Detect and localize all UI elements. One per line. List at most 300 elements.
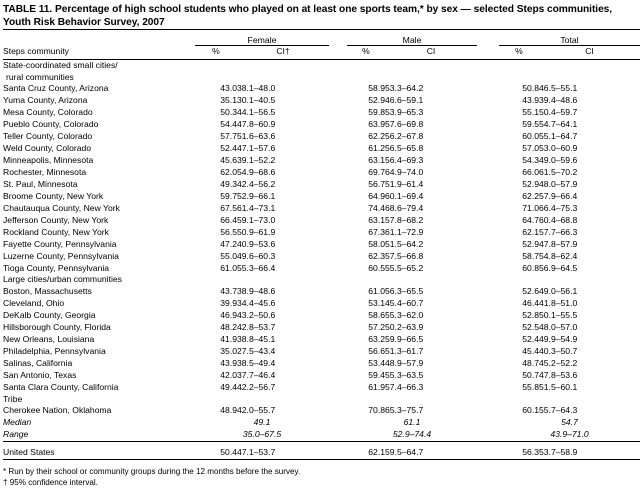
section-heading [3, 60, 640, 83]
cell-female-ci: 51.6–63.6 [237, 131, 276, 142]
us-gap-2 [477, 446, 499, 459]
subheader-gap-1 [329, 46, 347, 57]
cell-female-pct: 54.4 [220, 119, 237, 130]
united-states-male-ci: 59.5–64.7 [385, 446, 424, 457]
row-gap-2 [477, 227, 499, 239]
cell-total-pct: 64.7 [522, 214, 539, 225]
data-table [3, 29, 640, 462]
cell-male-ci: 55.5–65.2 [385, 262, 424, 273]
cell-female-ci: 50.9–61.9 [237, 226, 276, 237]
cell-male-pct: 64.9 [368, 190, 385, 201]
table-row [3, 310, 640, 322]
row-gap-1 [329, 179, 347, 191]
cell-female-ci: 40.9–53.6 [237, 238, 276, 249]
united-states-male-pct: 62.1 [368, 446, 385, 457]
table-row [3, 405, 640, 417]
row-label: Tioga County, Pennsylvania [3, 262, 110, 273]
group-gap-1 [329, 35, 347, 46]
cell-male-ci: 64.9–74.0 [385, 166, 424, 177]
row-label: Teller County, Colorado [3, 131, 93, 142]
cell-total-ci: 61.5–70.2 [539, 166, 578, 177]
cell-female-ci: 47.8–60.9 [237, 119, 276, 130]
cell-female-pct: 48.9 [220, 405, 237, 416]
cell-female-pct: 56.5 [220, 226, 237, 237]
row-gap-2 [477, 286, 499, 298]
row-gap-2 [477, 191, 499, 203]
row-gap-2 [477, 167, 499, 179]
summary-gap-2 [477, 417, 499, 429]
row-label: New Orleans, Louisiana [3, 333, 95, 344]
row-label: Rockland County, New York [3, 226, 109, 237]
row-label: DeKalb County, Georgia [3, 309, 96, 320]
united-states-label: United States [3, 447, 55, 458]
row-gap-1 [329, 155, 347, 167]
section-heading-row [3, 394, 640, 406]
summary-female: 35.0–67.5 [242, 429, 282, 440]
summary-label: Range [3, 429, 29, 440]
row-gap-1 [329, 310, 347, 322]
column-header-female-ci: CI† [276, 46, 290, 57]
cell-total-pct: 52.4 [522, 333, 539, 344]
group-header-female: Female [195, 35, 329, 46]
cell-male-pct: 62.2 [368, 131, 385, 142]
cell-total-pct: 55.8 [522, 381, 539, 392]
column-header-steps-community: Steps community [3, 46, 69, 57]
cell-male-pct: 63.1 [368, 214, 385, 225]
row-label: Rochester, Minnesota [3, 166, 87, 177]
cell-female-ci: 38.8–45.1 [237, 333, 276, 344]
row-label: Luzerne County, Pennsylvania [3, 250, 119, 261]
cell-male-ci: 51.5–64.2 [385, 238, 424, 249]
table-row [3, 131, 640, 143]
us-gap-1 [329, 446, 347, 459]
cell-total-ci: 55.1–64.7 [539, 131, 578, 142]
row-gap-1 [329, 239, 347, 251]
cell-total-ci: 54.7–64.1 [539, 119, 578, 130]
cell-male-pct: 58.0 [368, 238, 385, 249]
row-gap-1 [329, 382, 347, 394]
cell-male-ci: 45.4–60.7 [385, 298, 424, 309]
subheader-gap-2 [477, 46, 499, 57]
row-label: Cherokee Nation, Oklahoma [3, 405, 112, 416]
cell-male-ci: 56.2–67.8 [385, 131, 424, 142]
table-row [3, 239, 640, 251]
cell-male-pct: 57.2 [368, 321, 385, 332]
footnotes [3, 466, 641, 489]
row-gap-2 [477, 322, 499, 334]
united-states-row [3, 446, 640, 459]
cell-total-pct: 48.7 [522, 357, 539, 368]
cell-total-pct: 52.9 [522, 238, 539, 249]
row-gap-2 [477, 239, 499, 251]
row-gap-1 [329, 167, 347, 179]
cell-female-pct: 66.4 [220, 214, 237, 225]
cell-total-pct: 60.1 [522, 405, 539, 416]
cell-female-ci: 38.9–48.6 [237, 286, 276, 297]
row-gap-1 [329, 322, 347, 334]
table-row [3, 358, 640, 370]
row-gap-1 [329, 358, 347, 370]
row-gap-1 [329, 298, 347, 310]
cell-female-pct: 43.0 [220, 83, 237, 94]
cell-total-ci: 57.9–66.4 [539, 190, 578, 201]
rule-cell [3, 459, 640, 463]
row-label: Jefferson County, New York [3, 214, 109, 225]
cell-female-pct: 55.0 [220, 250, 237, 261]
row-label: St. Paul, Minnesota [3, 178, 78, 189]
row-gap-1 [329, 370, 347, 382]
row-gap-1 [329, 263, 347, 275]
row-label: San Antonio, Texas [3, 369, 77, 380]
summary-row [3, 417, 640, 429]
cell-male-pct: 59.8 [368, 107, 385, 118]
cell-female-pct: 45.6 [220, 154, 237, 165]
cell-total-pct: 57.0 [522, 142, 539, 153]
cell-total-pct: 54.3 [522, 154, 539, 165]
cell-male-ci: 57.4–66.3 [385, 381, 424, 392]
cell-total-pct: 58.7 [522, 250, 539, 261]
cell-male-ci: 57.5–66.8 [385, 250, 424, 261]
column-header-male-pct: % [362, 46, 370, 57]
cell-female-pct: 48.2 [220, 321, 237, 332]
row-label: Salinas, California [3, 357, 73, 368]
row-gap-1 [329, 131, 347, 143]
section-heading-line-1: Tribe [3, 393, 23, 404]
summary-male: 52.9–74.4 [392, 429, 432, 440]
cell-female-pct: 49.4 [220, 381, 237, 392]
row-label: Cleveland, Ohio [3, 298, 65, 309]
cell-male-ci: 65.3–75.7 [385, 405, 424, 416]
cell-total-ci: 55.7–64.3 [539, 405, 578, 416]
table-row [3, 167, 640, 179]
cell-total-ci: 66.4–75.3 [539, 202, 578, 213]
cell-female-pct: 52.4 [220, 142, 237, 153]
cell-total-ci: 48.0–57.9 [539, 178, 578, 189]
cell-female-ci: 43.2–50.6 [237, 309, 276, 320]
cell-female-ci: 42.4–56.2 [237, 178, 276, 189]
page-title: TABLE 11. Percentage of high school students who played on at least one sports team,* by sex — selected Steps communities, Youth Risk Behavior Survey, 2007 [3, 4, 613, 29]
cell-total-ci: 39.4–48.6 [539, 95, 578, 106]
row-gap-1 [329, 119, 347, 131]
row-label: Mesa County, Colorado [3, 107, 93, 118]
cell-female-pct: 43.9 [220, 357, 237, 368]
cell-female-ci: 27.5–43.4 [237, 345, 276, 356]
cell-male-ci: 46.6–59.1 [385, 95, 424, 106]
row-gap-1 [329, 215, 347, 227]
section-heading [3, 274, 640, 286]
summary-row [3, 429, 640, 441]
cell-male-pct: 63.9 [368, 119, 385, 130]
cell-female-pct: 42.0 [220, 369, 237, 380]
row-gap-2 [477, 346, 499, 358]
footnote-dagger: † 95% confidence interval. [3, 478, 98, 488]
cell-total-ci: 57.7–66.3 [539, 226, 578, 237]
row-gap-2 [477, 298, 499, 310]
row-gap-2 [477, 263, 499, 275]
cell-total-ci: 51.5–60.1 [539, 381, 578, 392]
cell-female-pct: 62.0 [220, 166, 237, 177]
cell-total-pct: 43.9 [522, 95, 539, 106]
row-gap-1 [329, 227, 347, 239]
cell-female-ci: 34.4–45.6 [237, 298, 276, 309]
cell-male-pct: 62.3 [368, 250, 385, 261]
row-gap-1 [329, 286, 347, 298]
summary-gap-1 [329, 429, 347, 441]
cell-male-pct: 69.7 [368, 166, 385, 177]
section-heading-line-2: rural communities [6, 71, 74, 82]
cell-total-ci: 40.3–50.7 [539, 345, 578, 356]
row-label: Santa Clara County, California [3, 381, 119, 392]
section-heading [3, 394, 640, 406]
row-gap-1 [329, 143, 347, 155]
row-label: Pueblo County, Colorado [3, 119, 99, 130]
cell-total-ci: 47.8–53.6 [539, 369, 578, 380]
summary-label: Median [3, 417, 32, 428]
row-gap-2 [477, 131, 499, 143]
cell-female-ci: 52.9–66.1 [237, 190, 276, 201]
cell-total-ci: 60.4–68.8 [539, 214, 578, 225]
row-gap-2 [477, 251, 499, 263]
row-gap-1 [329, 203, 347, 215]
table-row [3, 191, 640, 203]
section-heading-row [3, 60, 640, 83]
table-row [3, 83, 640, 95]
cell-male-pct: 53.4 [368, 357, 385, 368]
cell-total-pct: 46.4 [522, 298, 539, 309]
row-label: Hillsborough County, Florida [3, 321, 111, 332]
row-gap-2 [477, 405, 499, 417]
cell-total-ci: 53.0–60.9 [539, 142, 578, 153]
cell-female-ci: 38.5–49.4 [237, 357, 276, 368]
table-row [3, 263, 640, 275]
cell-male-ci: 55.3–62.0 [385, 309, 424, 320]
section-heading-line-1: Large cities/urban communities [3, 274, 122, 285]
cell-total-pct: 52.9 [522, 178, 539, 189]
cell-female-pct: 67.5 [220, 202, 237, 213]
row-gap-1 [329, 191, 347, 203]
cell-female-pct: 41.9 [220, 333, 237, 344]
subheader-row [3, 46, 640, 57]
cell-total-ci: 41.8–51.0 [539, 298, 578, 309]
cell-total-ci: 49.0–56.1 [539, 286, 578, 297]
cell-male-ci: 53.3–64.2 [385, 83, 424, 94]
cell-female-ci: 49.6–60.3 [237, 250, 276, 261]
row-label: Santa Cruz County, Arizona [3, 83, 109, 94]
row-gap-1 [329, 83, 347, 95]
cell-total-ci: 54.8–62.4 [539, 250, 578, 261]
table-row [3, 95, 640, 107]
summary-gap-1 [329, 417, 347, 429]
cell-female-pct: 57.7 [220, 131, 237, 142]
row-gap-2 [477, 107, 499, 119]
united-states-total-ci: 53.7–58.9 [539, 446, 578, 457]
cell-male-ci: 68.6–79.4 [385, 202, 424, 213]
row-label: Weld County, Colorado [3, 142, 92, 153]
column-header-male-ci: CI [426, 46, 436, 57]
table-row [3, 179, 640, 191]
row-label: Chautauqua County, New York [3, 202, 120, 213]
cell-male-ci: 56.3–65.5 [385, 286, 424, 297]
cell-female-pct: 47.2 [220, 238, 237, 249]
table-row [3, 322, 640, 334]
table-row [3, 334, 640, 346]
group-header-row [3, 35, 640, 46]
row-label: Boston, Massachusetts [3, 286, 92, 297]
cell-total-ci: 47.8–57.9 [539, 238, 578, 249]
cell-female-ci: 42.8–53.7 [237, 321, 276, 332]
cell-total-ci: 50.4–59.7 [539, 107, 578, 118]
cell-male-pct: 61.2 [368, 142, 385, 153]
cell-female-pct: 49.3 [220, 178, 237, 189]
cell-male-pct: 60.5 [368, 262, 385, 273]
cell-total-pct: 55.1 [522, 107, 539, 118]
cell-male-pct: 63.1 [368, 154, 385, 165]
cell-female-ci: 54.9–68.6 [237, 166, 276, 177]
cell-male-pct: 53.1 [368, 298, 385, 309]
table-row [3, 143, 640, 155]
row-gap-2 [477, 179, 499, 191]
cell-female-ci: 59.1–73.0 [237, 214, 276, 225]
cell-male-ci: 59.9–66.5 [385, 333, 424, 344]
table-row [3, 370, 640, 382]
cell-male-ci: 57.6–69.8 [385, 119, 424, 130]
cell-male-ci: 51.9–61.4 [385, 178, 424, 189]
cell-male-pct: 74.4 [368, 202, 385, 213]
table-row [3, 203, 640, 215]
cell-male-ci: 53.9–65.3 [385, 107, 424, 118]
column-header-female-pct: % [212, 46, 220, 57]
cell-male-pct: 58.9 [368, 83, 385, 94]
united-states-total-pct: 56.3 [522, 446, 539, 457]
cell-male-ci: 60.1–69.4 [385, 190, 424, 201]
cell-male-pct: 58.6 [368, 309, 385, 320]
row-gap-1 [329, 107, 347, 119]
group-header-total: Total [499, 35, 640, 46]
row-gap-1 [329, 334, 347, 346]
cell-female-ci: 42.0–55.7 [237, 405, 276, 416]
group-gap-2 [477, 35, 499, 46]
cell-male-pct: 67.3 [368, 226, 385, 237]
cell-male-pct: 59.4 [368, 369, 385, 380]
column-header-total-ci: CI [585, 46, 594, 57]
cell-female-pct: 59.7 [220, 190, 237, 201]
cell-female-pct: 39.9 [220, 298, 237, 309]
row-gap-2 [477, 370, 499, 382]
table-row [3, 251, 640, 263]
cell-female-pct: 35.0 [220, 345, 237, 356]
cell-male-ci: 51.3–61.7 [385, 345, 424, 356]
row-gap-1 [329, 346, 347, 358]
cell-male-pct: 63.2 [368, 333, 385, 344]
table-bottom-rule [3, 459, 640, 463]
cell-female-ci: 37.7–46.4 [237, 369, 276, 380]
cell-total-pct: 60.0 [522, 131, 539, 142]
row-gap-2 [477, 334, 499, 346]
cell-total-ci: 49.0–59.6 [539, 154, 578, 165]
row-gap-1 [329, 251, 347, 263]
row-gap-2 [477, 310, 499, 322]
row-gap-1 [329, 405, 347, 417]
summary-total: 43.9–71.0 [550, 429, 589, 440]
cell-total-pct: 59.5 [522, 119, 539, 130]
cell-female-pct: 46.9 [220, 309, 237, 320]
cell-total-pct: 45.4 [522, 345, 539, 356]
summary-male: 61.1 [403, 417, 421, 428]
cell-total-pct: 50.7 [522, 369, 539, 380]
cell-female-pct: 61.0 [220, 262, 237, 273]
table-row [3, 346, 640, 358]
cell-total-ci: 45.2–52.2 [539, 357, 578, 368]
table-row [3, 107, 640, 119]
cell-female-ci: 38.1–48.0 [237, 83, 276, 94]
row-gap-2 [477, 358, 499, 370]
cell-female-ci: 44.1–56.5 [237, 107, 276, 118]
cell-female-ci: 47.1–57.6 [237, 142, 276, 153]
summary-total: 54.7 [561, 417, 578, 428]
cell-male-pct: 61.9 [368, 381, 385, 392]
cell-male-ci: 56.5–65.8 [385, 142, 424, 153]
row-label: Minneapolis, Minnesota [3, 154, 94, 165]
row-gap-2 [477, 215, 499, 227]
cell-total-ci: 48.0–57.0 [539, 321, 578, 332]
cell-male-pct: 56.6 [368, 345, 385, 356]
cell-female-ci: 30.1–40.5 [237, 95, 276, 106]
row-gap-2 [477, 83, 499, 95]
summary-gap-2 [477, 429, 499, 441]
cell-total-pct: 52.8 [522, 309, 539, 320]
table-body [3, 30, 640, 463]
column-header-total-pct: % [515, 46, 523, 57]
table-row [3, 155, 640, 167]
row-gap-1 [329, 95, 347, 107]
cell-total-pct: 71.0 [522, 202, 539, 213]
cell-male-pct: 56.7 [368, 178, 385, 189]
table-row [3, 119, 640, 131]
cell-total-pct: 66.0 [522, 166, 539, 177]
cell-female-ci: 42.2–56.7 [237, 381, 276, 392]
cell-total-pct: 50.8 [522, 83, 539, 94]
cell-female-pct: 35.1 [220, 95, 237, 106]
united-states-female-ci: 47.1–53.7 [237, 446, 276, 457]
cell-female-ci: 55.3–66.4 [237, 262, 276, 273]
table-row [3, 298, 640, 310]
cell-total-pct: 62.2 [522, 190, 539, 201]
table-row [3, 286, 640, 298]
cell-female-pct: 50.3 [220, 107, 237, 118]
table-row [3, 382, 640, 394]
cell-female-ci: 61.4–73.1 [237, 202, 276, 213]
cell-male-pct: 70.8 [368, 405, 385, 416]
section-heading-row [3, 274, 640, 286]
united-states-female-pct: 50.4 [220, 446, 237, 457]
row-gap-2 [477, 155, 499, 167]
row-gap-2 [477, 95, 499, 107]
summary-female: 49.1 [253, 417, 271, 428]
cell-total-pct: 60.8 [522, 262, 539, 273]
table-row [3, 215, 640, 227]
table-row [3, 227, 640, 239]
row-label: Fayette County, Pennsylvania [3, 238, 117, 249]
cell-male-pct: 52.9 [368, 95, 385, 106]
row-gap-2 [477, 203, 499, 215]
row-label: Philadelphia, Pennsylvania [3, 345, 106, 356]
cell-total-pct: 62.1 [522, 226, 539, 237]
row-label: Yuma County, Arizona [3, 95, 88, 106]
cell-male-ci: 50.2–63.9 [385, 321, 424, 332]
group-header-spacer [3, 35, 195, 46]
cell-total-ci: 49.9–54.9 [539, 333, 578, 344]
section-heading-line-1: State-coordinated small cities/ [3, 60, 118, 71]
